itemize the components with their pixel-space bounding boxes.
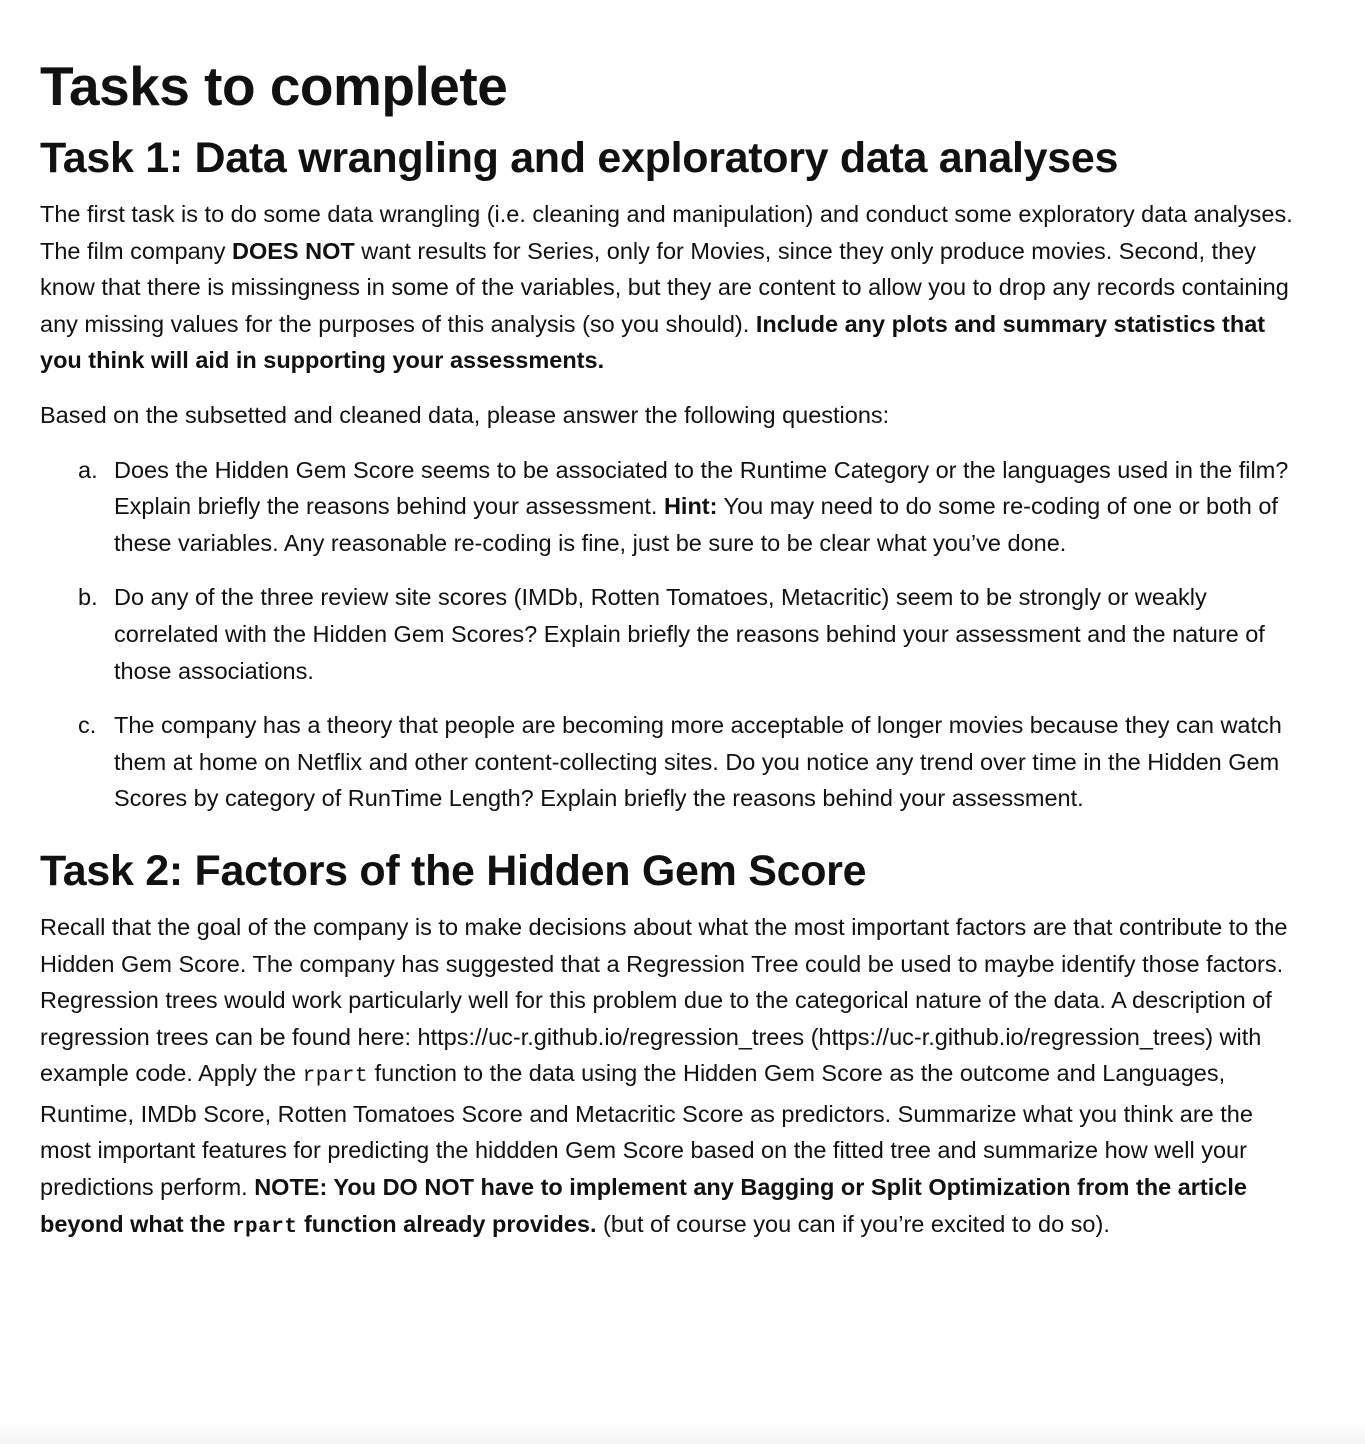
question-b	[40, 579, 1310, 689]
task-1-intro-text-2: want results for Series, only for Movies, since they only produce movies. Second, they know that there is missingness in some of the variables, but they are content to allow you to drop any records containing any missing values for the purposes of this analysis (so you should).	[40, 237, 1289, 337]
task-2-text-1: Recall that the goal of the company is to make decisions about what the most important factors are that contribute to the Hidden Gem Score. The company has suggested that a Regression Tree could be used to maybe identify those factors. Regression trees would work particularly well for this problem due to the categorical nature of the data. A description of regression trees can be found here: https://uc-r.github.io/regression_trees (https://uc-r.github.io/regression_trees) with example code. Apply the	[40, 913, 1288, 1087]
question-c	[40, 707, 1310, 817]
question-a-text-1: Does the Hidden Gem Score seems to be associated to the Runtime Category or the languages used in the film? Explain briefly the reasons behind your assessment.	[114, 456, 1289, 520]
task-2-text-3: (but of course you can if you’re excited to do so).	[596, 1210, 1110, 1237]
question-b-text: Do any of the three review site scores (IMDb, Rotten Tomatoes, Metacritic) seem to be strongly or weakly correlated with the Hidden Gem Scores? Explain briefly the reasons behind your assessment and the nature of those associations.	[114, 584, 1265, 684]
task-1-questions-lead: Based on the subsetted and cleaned data, please answer the following questions:	[40, 401, 890, 428]
task-2-section	[40, 843, 1310, 1246]
document	[40, 52, 1310, 1246]
task-2-note-text-1: NOTE: You DO NOT have to implement any Bagging or Split Optimization from the article beyond what the	[40, 1174, 1247, 1237]
task-2-text-2: function to the data using the Hidden Gem Score as the outcome and Languages, Runtime, IMDb Score, Rotten Tomatoes Score and Metacritic Score as predictors. Summarize what you think are the most important features for predicting the hiddden Gem Score based on the fitted tree and summarize how well your predictions perform.	[40, 1060, 1253, 1201]
question-b-marker: b.	[78, 584, 98, 611]
page-title: Tasks to complete	[40, 55, 508, 117]
task-1-intro-text-1: The first task is to do some data wrangling (i.e. cleaning and manipulation) and conduct some exploratory data analyses. The film company	[40, 201, 1293, 264]
task-1-intro	[40, 196, 1310, 379]
task-2-note-text-2: function already provides.	[297, 1210, 597, 1237]
rpart-code-inline-note: rpart	[231, 1215, 298, 1239]
task-2-body	[40, 909, 1310, 1246]
page-bottom-shadow	[0, 1422, 1365, 1444]
task-2-heading: Task 2: Factors of the Hidden Gem Score	[40, 846, 867, 895]
rpart-code-inline: rpart	[302, 1065, 369, 1089]
task-1-intro-emphasis-does-not: DOES NOT	[231, 237, 355, 264]
question-a-hint-label: Hint:	[663, 493, 718, 520]
question-a	[40, 452, 1310, 562]
question-a-marker: a.	[78, 456, 98, 483]
task-1-question-list	[40, 452, 1310, 817]
question-c-text: The company has a theory that people are becoming more acceptable of longer movies because they can watch them at home on Netflix and other content-collecting sites. Do you notice any trend over time in the Hidden Gem Scores by category of RunTime Length? Explain briefly the reasons behind your assessment.	[114, 712, 1282, 812]
task-1-section	[40, 130, 1310, 817]
question-c-marker: c.	[78, 712, 97, 739]
task-1-intro-emphasis-plots: Include any plots and summary statistics that you think will aid in supporting your assessments.	[40, 310, 1266, 374]
task-1-heading: Task 1: Data wrangling and exploratory data analyses	[40, 134, 1119, 182]
question-a-text-2: You may need to do some re-coding of one or both of these variables. Any reasonable re-coding is fine, just be sure to be clear what you’ve done.	[114, 493, 1278, 556]
